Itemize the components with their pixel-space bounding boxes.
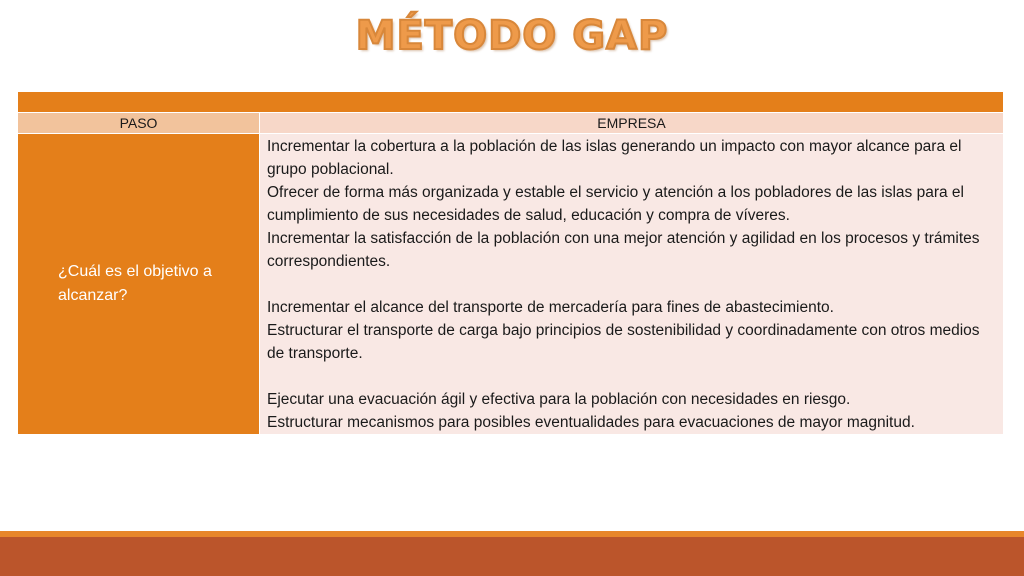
table-banner <box>18 92 1004 113</box>
footer-bar <box>0 537 1024 576</box>
table-banner-row <box>18 92 1004 113</box>
gap-table <box>17 91 1004 435</box>
header-paso: PASO <box>18 113 260 134</box>
paso-cell: ¿Cuál es el objetivo a alcanzar? <box>18 134 260 435</box>
empresa-line: Estructurar mecanismos para posibles eventualidades para evacuaciones de mayor magnitud. <box>267 414 915 431</box>
empresa-spacer <box>267 365 997 388</box>
empresa-line: Incrementar el alcance del transporte de mercadería para fines de abastecimiento. <box>267 299 834 316</box>
empresa-line: Incrementar la cobertura a la población de las islas generando un impacto con mayor alcance para el grupo poblacional. <box>267 138 962 178</box>
empresa-spacer <box>267 273 997 296</box>
table-row <box>18 134 1004 435</box>
gap-table-container <box>17 91 1003 435</box>
empresa-line: Ofrecer de forma más organizada y estable el servicio y atención a los pobladores de las islas para el cumplimiento de sus necesidades de salud, educación y compra de víveres. <box>267 184 965 224</box>
empresa-line: Estructurar el transporte de carga bajo principios de sostenibilidad y coordinadamente con otros medios de transporte. <box>267 322 980 362</box>
empresa-line: Ejecutar una evacuación ágil y efectiva para la población con necesidades en riesgo. <box>267 391 851 408</box>
empresa-cell <box>260 134 1004 435</box>
slide-title: MÉTODO GAP <box>355 13 669 59</box>
header-empresa: EMPRESA <box>260 113 1004 134</box>
table-header-row <box>18 113 1004 134</box>
empresa-line: Incrementar la satisfacción de la población con una mejor atención y agilidad en los procesos y trámites correspondientes. <box>267 230 980 270</box>
